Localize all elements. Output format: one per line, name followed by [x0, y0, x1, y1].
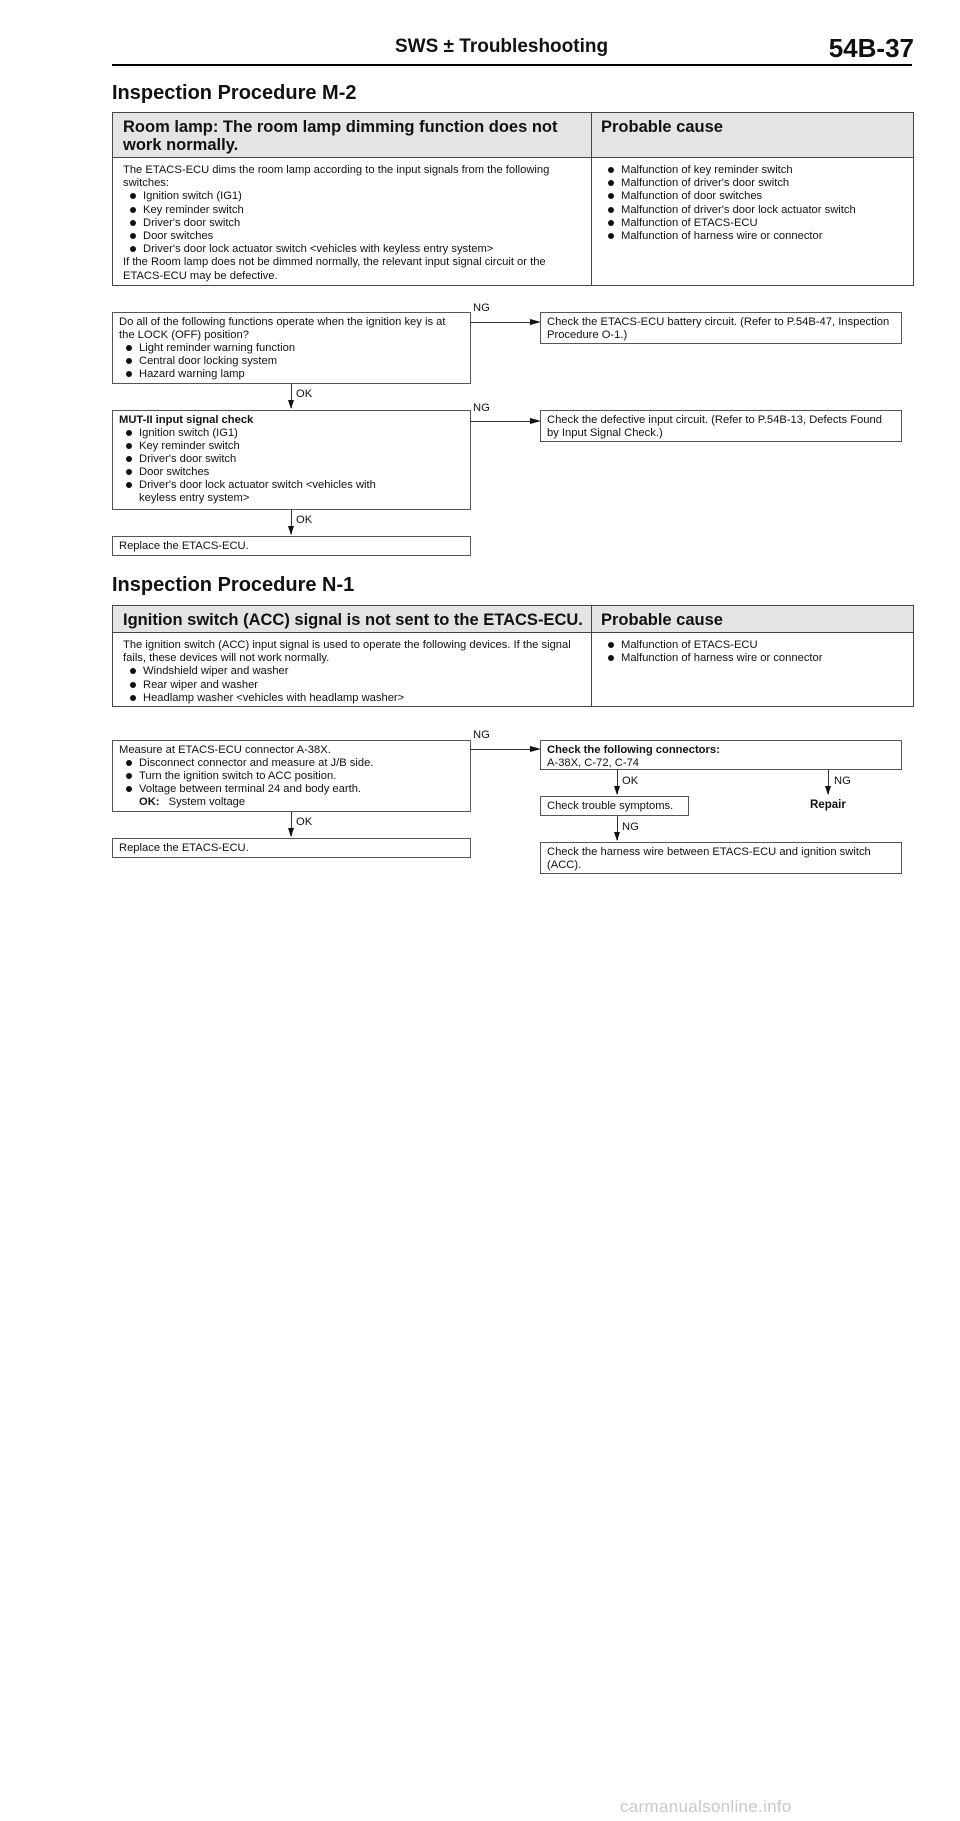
ok-label: OK [296, 514, 313, 526]
n1-repair: Repair [810, 799, 846, 811]
ng-label: NG [473, 729, 490, 741]
m2-cause-heading: Probable cause [601, 118, 723, 136]
list-item: Driver's door lock actuator switch <vehicles with keyless entry system> [123, 243, 583, 256]
n1-connectors-box: Check the following connectors: A-38X, C-72, C-74 [540, 740, 902, 770]
m2-step3-box: Replace the ETACS-ECU. [112, 536, 471, 556]
m2-symptom-table [112, 112, 914, 286]
list-item: Driver's door lock actuator switch <vehicles with keyless entry system> [119, 479, 464, 505]
list-item: Ignition switch (IG1) [119, 427, 464, 440]
arrow-down-icon [288, 828, 294, 837]
ng-label: NG [473, 402, 490, 414]
list-item: Malfunction of door switches [601, 190, 906, 203]
ok-label: OK [296, 816, 313, 828]
arrow-down-icon [614, 832, 620, 841]
list-item: Malfunction of driver's door lock actuator switch [601, 204, 906, 217]
section-title-n1: Inspection Procedure N-1 [112, 574, 355, 596]
ng-connector [471, 322, 531, 323]
n1-symptom-heading: Ignition switch (ACC) signal is not sent to the ETACS-ECU. [123, 611, 583, 629]
list-item: Rear wiper and washer [123, 679, 587, 692]
list-item: Hazard warning lamp [119, 368, 464, 381]
list-item: Door switches [119, 466, 464, 479]
page-header-title: SWS ± Troubleshooting [395, 36, 609, 57]
n1-step1-box: Measure at ETACS-ECU connector A-38X. Disconnect connector and measure at J/B side. Turn the ignition switch to ACC position. Voltage between terminal 24 and body earth. OK: System voltage [112, 740, 471, 812]
list-item: Malfunction of ETACS-ECU [601, 217, 906, 230]
list-item: Malfunction of harness wire or connector [601, 230, 906, 243]
list-item: Headlamp washer <vehicles with headlamp washer> [123, 692, 587, 705]
list-item: Key reminder switch [119, 440, 464, 453]
ng-label: NG [473, 302, 490, 314]
ng-connector [471, 749, 531, 750]
list-item: Malfunction of harness wire or connector [601, 652, 906, 665]
n1-harness-box: Check the harness wire between ETACS-ECU and ignition switch (ACC). [540, 842, 902, 874]
ok-label: OK [622, 775, 639, 787]
list-item: Malfunction of driver's door switch [601, 177, 906, 190]
ok-label: OK [296, 388, 313, 400]
n1-trouble-box: Check trouble symptoms. [540, 796, 689, 816]
section-title-m2: Inspection Procedure M-2 [112, 82, 357, 104]
list-item: Windshield wiper and washer [123, 665, 587, 678]
list-item: Driver's door switch [123, 217, 583, 230]
arrow-down-icon [825, 786, 831, 795]
list-item: Voltage between terminal 24 and body earth. [119, 783, 464, 796]
list-item: Key reminder switch [123, 204, 583, 217]
ng-label: NG [622, 821, 639, 833]
list-item: Malfunction of key reminder switch [601, 164, 906, 177]
n1-description: The ignition switch (ACC) input signal is used to operate the following devices. If the signal fails, these devices will not work normally. Windshield wiper and washer Rear wiper and washer Headlamp washer <vehicles with headlamp washer> [123, 639, 587, 705]
arrow-down-icon [288, 400, 294, 409]
list-item: Central door locking system [119, 355, 464, 368]
table-divider [591, 113, 592, 285]
n1-step2-box: Replace the ETACS-ECU. [112, 838, 471, 858]
n1-cause-list [601, 639, 906, 665]
list-item: Light reminder warning function [119, 342, 464, 355]
n1-cause-heading: Probable cause [601, 611, 723, 629]
page-number: 54B-37 [828, 33, 914, 63]
m2-description: The ETACS-ECU dims the room lamp according to the input signals from the following switches: Ignition switch (IG1) Key reminder switch Driver's door switch Door switches Driver's door lock actuator switch <vehicles with keyless entry system> If the Room lamp does not be dimmed normally, the relevant input signal circuit or the ETACS-ECU may be defective. [123, 164, 583, 283]
header-rule [112, 64, 912, 66]
arrow-down-icon [614, 786, 620, 795]
m2-step2-box: MUT-II input signal check Ignition switch (IG1) Key reminder switch Driver's door switch Door switches Driver's door lock actuator switch <vehicles with keyless entry system> [112, 410, 471, 510]
list-item: Malfunction of ETACS-ECU [601, 639, 906, 652]
table-divider [591, 606, 592, 706]
arrow-down-icon [288, 526, 294, 535]
footer-watermark: carmanualsonline.info [620, 1797, 792, 1816]
ng-label: NG [834, 775, 851, 787]
m2-symptom-heading: Room lamp: The room lamp dimming function does not work normally. [123, 118, 558, 154]
m2-cause-list [601, 164, 906, 243]
m2-step2-ng-box: Check the defective input circuit. (Refer to P.54B-13, Defects Found by Input Signal Check.) [540, 410, 902, 442]
n1-symptom-table [112, 605, 914, 707]
list-item: Turn the ignition switch to ACC position. [119, 770, 464, 783]
ng-connector [471, 421, 531, 422]
list-item: Disconnect connector and measure at J/B side. [119, 757, 464, 770]
m2-step1-ng-box: Check the ETACS-ECU battery circuit. (Refer to P.54B-47, Inspection Procedure O-1.) [540, 312, 902, 344]
list-item: Ignition switch (IG1) [123, 190, 583, 203]
m2-step1-box: Do all of the following functions operate when the ignition key is at the LOCK (OFF) position? Light reminder warning function Central door locking system Hazard warning lamp [112, 312, 471, 384]
list-item: Door switches [123, 230, 583, 243]
list-item: Driver's door switch [119, 453, 464, 466]
